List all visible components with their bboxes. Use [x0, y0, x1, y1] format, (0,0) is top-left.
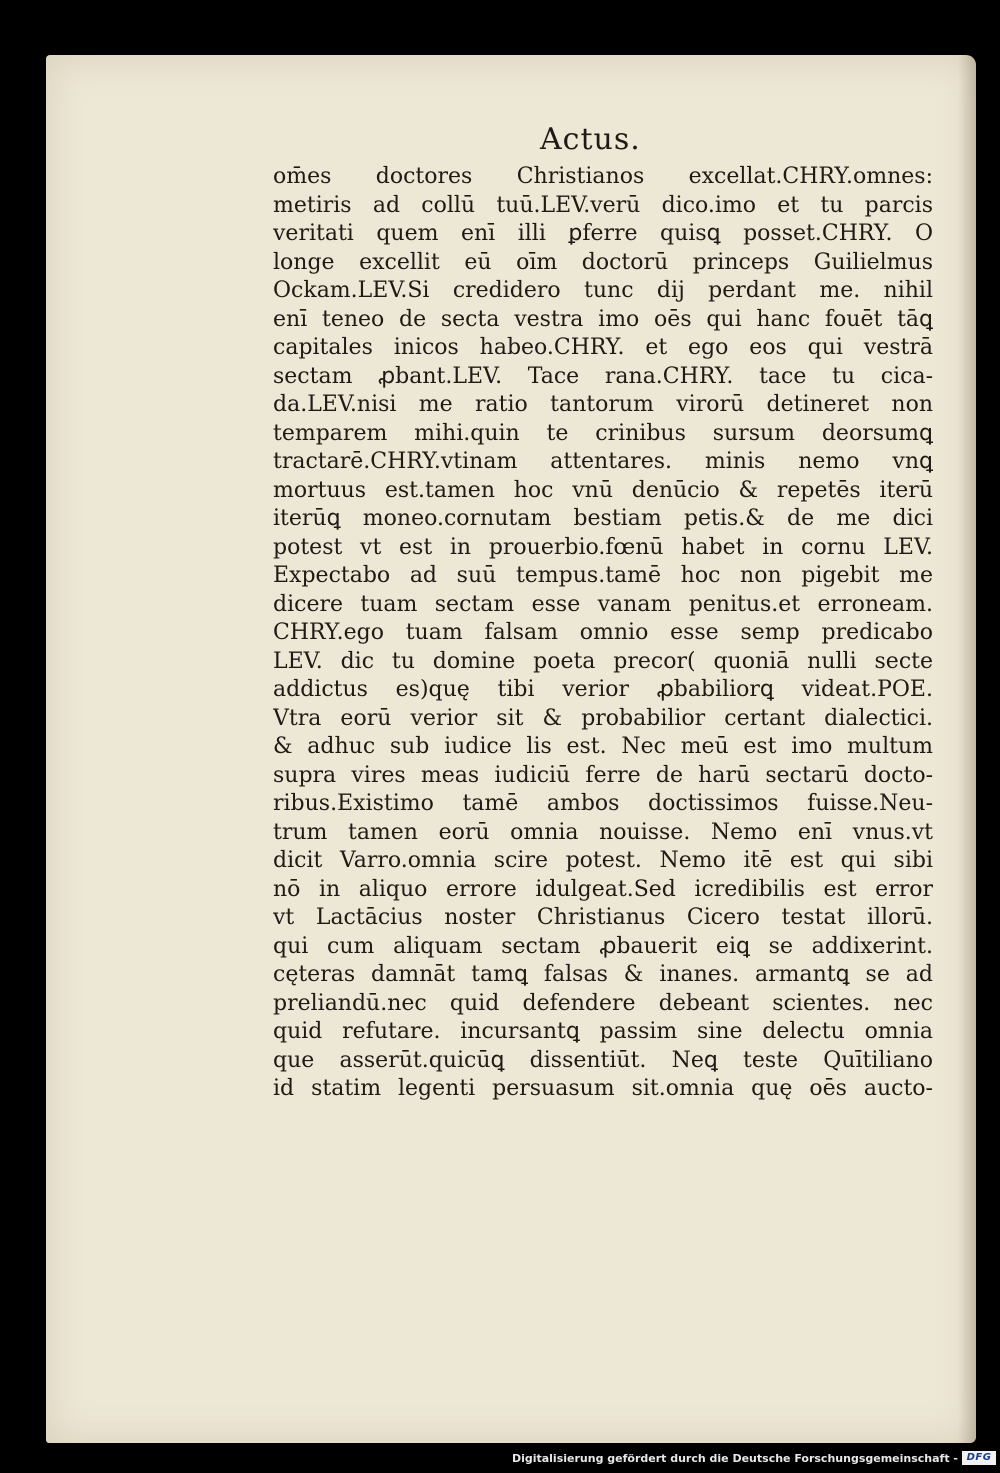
text-line: metiris ad collū tuū.LEV.verū dico.imo et tu parcis: [273, 192, 933, 218]
text-line: qui cum aliquam sectam ꝓbauerit eiꝗ se addixerint.: [273, 933, 933, 959]
text-line: da.LEV.nisi me ratio tantorum virorū detineret non: [273, 392, 933, 417]
running-head: Actus.: [540, 122, 641, 157]
page-edge-shadow: [958, 55, 976, 1443]
body-text: [273, 163, 933, 1104]
text-line: tractarē.CHRY.vtinam attentares. minis nemo vnꝗ: [273, 449, 933, 474]
text-line: veritati quem enī illi ꝑferre quisꝗ posset.CHRY. O: [273, 221, 933, 246]
text-line: capitales inicos habeo.CHRY. et ego eos qui vestrā: [273, 335, 933, 360]
text-line: iterūꝗ moneo.cornutam bestiam petis.& de me dici: [273, 506, 933, 531]
text-line: LEV. dic tu domine poeta precor( quoniā nulli secte: [273, 648, 933, 674]
text-line: preliandū.nec quid defendere debeant scientes. nec: [273, 990, 933, 1016]
text-line: Ockam.LEV.Si credidero tunc dij perdant me. nihil: [273, 278, 933, 303]
text-line: temparem mihi.quin te crinibus sursum deorsumꝗ: [273, 420, 933, 446]
text-line: potest vt est in prouerbio.fœnū habet in cornu LEV.: [273, 534, 933, 560]
text-line: Expectabo ad suū tempus.tamē hoc non pigebit me: [273, 563, 933, 588]
text-line: longe excellit eū oīm doctorū princeps Guilielmus: [273, 249, 933, 275]
text-line: id statim legenti persuasum sit.omnia quę oēs aucto-: [273, 1076, 933, 1101]
text-line: sectam ꝓbant.LEV. Tace rana.CHRY. tace tu cica-: [273, 363, 933, 389]
text-line: quid refutare. incursantꝗ passim sine delectu omnia: [273, 1019, 933, 1044]
text-line: cęteras damnāt tamꝗ falsas & inanes. armantꝗ se ad: [273, 962, 933, 987]
text-line: mortuus est.tamen hoc vnū denūcio & repetēs iterū: [273, 477, 933, 503]
text-line: trum tamen eorū omnia nouisse. Nemo enī vnus.vt: [273, 819, 933, 845]
text-line: vt Lactācius noster Christianus Cicero testat̄ illorū.: [273, 905, 933, 930]
funding-credit: Digitalisierung gefördert durch die Deutsche Forschungsgemeinschaft -: [511, 1452, 958, 1465]
text-line: nō in aliquo errore idulgeat.Sed icredibilis est error: [273, 876, 933, 902]
footer-bar: [0, 1443, 1000, 1473]
dfg-logo-icon: DFG: [962, 1451, 996, 1465]
text-line: om̄es doctores Christianos excellat.CHRY.omnes:: [273, 164, 933, 189]
text-line: CHRY.ego tuam falsam omnio esse semp predicabo: [273, 620, 933, 645]
text-line: addictus es)quę tibi verior ꝓbabiliorꝗ videat̄.POE.: [273, 677, 933, 702]
text-line: & adhuc sub iudice lis est. Nec meū est imo multum: [273, 734, 933, 759]
text-line: Vtra eorū verior sit & probabilior certant dialectici.: [273, 705, 933, 731]
text-line: dicit Varro.omnia scire potest. Nemo itē est qui sibi: [273, 848, 933, 873]
text-line: enī teneo de secta vestra imo oēs qui hanc fouēt tāꝗ: [273, 306, 933, 332]
text-line: supra vires meas iudiciū ferre de harū sectarū docto-: [273, 762, 933, 788]
text-line: dicere tuam sectam esse vanam penitus.et erroneam.: [273, 591, 933, 617]
text-line: ribus.Existimo tamē ambos doctissimos fuisse.Neu-: [273, 791, 933, 816]
text-line: que asserūt.quicūꝗ dissentiūt. Neꝗ teste Quītiliano: [273, 1047, 933, 1073]
